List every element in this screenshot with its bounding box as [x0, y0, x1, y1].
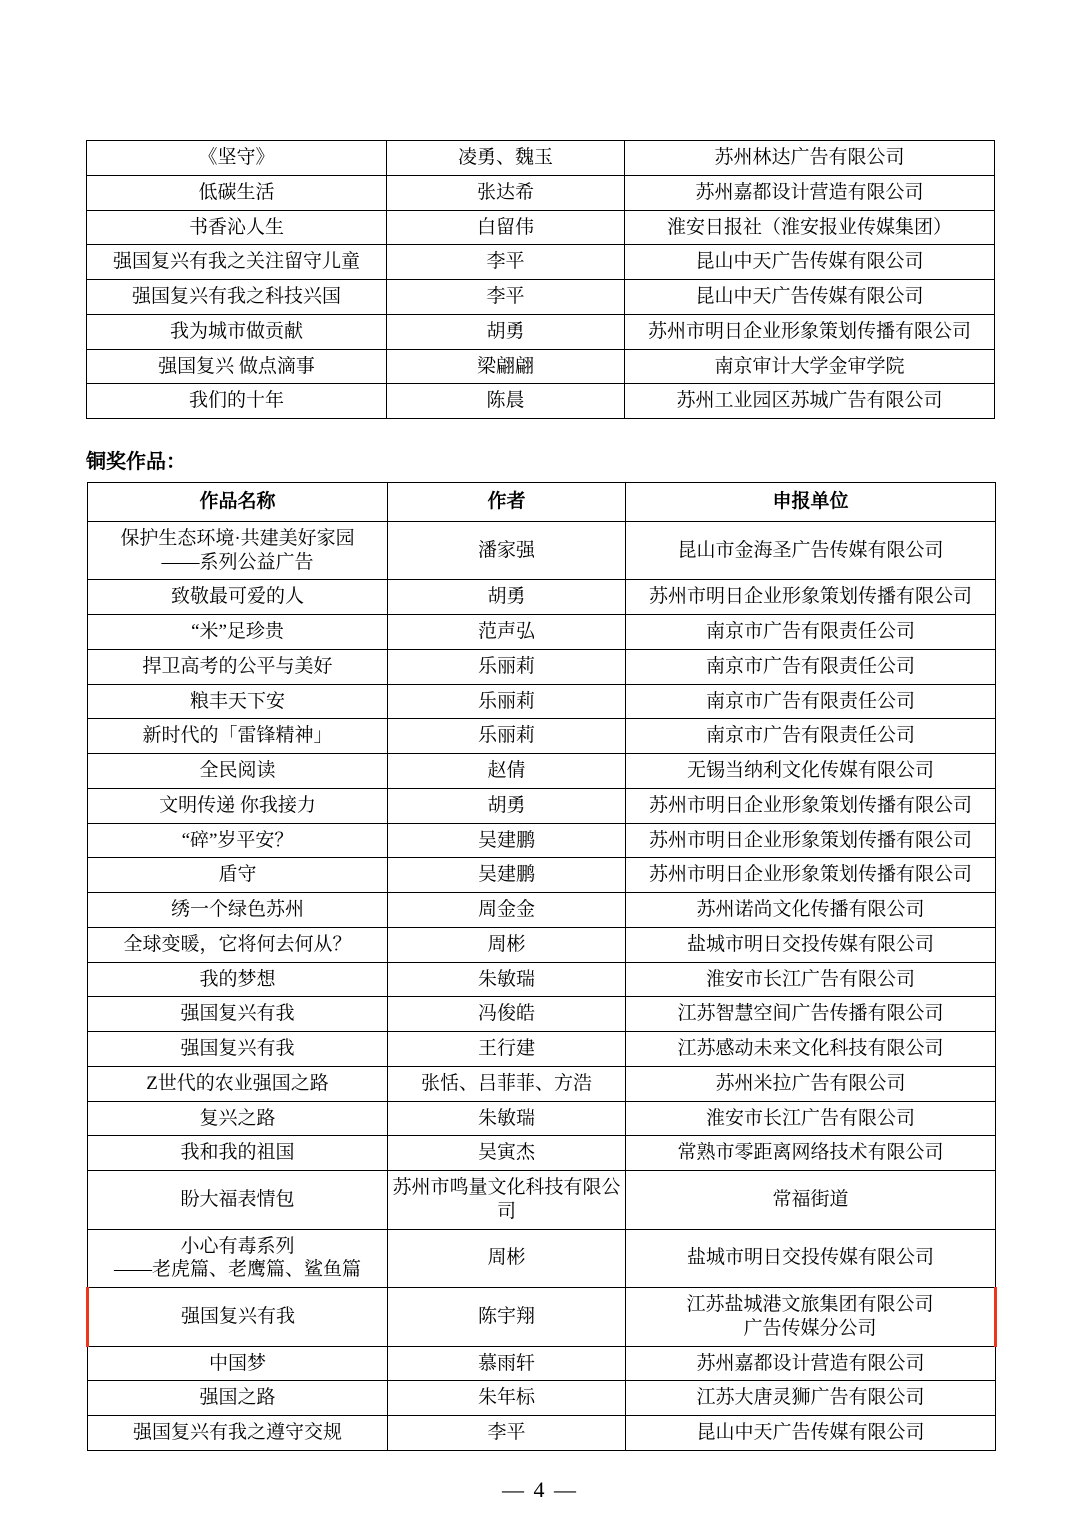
silver-awards-body — [87, 141, 995, 419]
cell-work-name: 强国复兴 做点滴事 — [87, 349, 387, 384]
cell-unit: 常福街道 — [626, 1171, 996, 1230]
cell-author: 冯俊皓 — [388, 997, 626, 1032]
cell-work-name: 致敬最可爱的人 — [88, 580, 388, 615]
cell-work-name: 全民阅读 — [88, 754, 388, 789]
bronze-section-label: 铜奖作品： — [86, 451, 186, 473]
cell-work-name: 我为城市做贡献 — [87, 314, 387, 349]
cell-unit: 苏州市明日企业形象策划传播有限公司 — [625, 314, 995, 349]
cell-author: 朱敏瑞 — [388, 1101, 626, 1136]
table-row — [88, 893, 996, 928]
table-header-row — [88, 483, 996, 522]
cell-unit: 盐城市明日交投传媒有限公司 — [626, 1229, 996, 1288]
table-row — [87, 384, 995, 419]
cell-unit: 无锡当纳利文化传媒有限公司 — [626, 754, 996, 789]
cell-work-name: 强国复兴有我之科技兴国 — [87, 280, 387, 315]
cell-unit: 苏州嘉都设计营造有限公司 — [626, 1346, 996, 1381]
table-row — [88, 997, 996, 1032]
cell-work-name: 我和我的祖国 — [88, 1136, 388, 1171]
cell-work-name: “米”足珍贵 — [88, 615, 388, 650]
table-row — [88, 684, 996, 719]
cell-author: 张恬、吕菲菲、方浩 — [388, 1066, 626, 1101]
cell-unit: 苏州工业园区苏城广告有限公司 — [625, 384, 995, 419]
table-row — [88, 1171, 996, 1230]
cell-unit: 苏州市明日企业形象策划传播有限公司 — [626, 858, 996, 893]
cell-work-name: 我们的十年 — [87, 384, 387, 419]
cell-author: 朱敏瑞 — [388, 962, 626, 997]
cell-author: 赵倩 — [388, 754, 626, 789]
cell-author: 潘家强 — [388, 521, 626, 580]
cell-work-name: 低碳生活 — [87, 175, 387, 210]
cell-author: 范声弘 — [388, 615, 626, 650]
cell-unit: 常熟市零距离网络技术有限公司 — [626, 1136, 996, 1171]
table-row — [88, 1101, 996, 1136]
cell-work-name: Z世代的农业强国之路 — [88, 1066, 388, 1101]
cell-unit: 江苏感动未来文化科技有限公司 — [626, 1032, 996, 1067]
cell-author: 乐丽莉 — [388, 649, 626, 684]
table-row — [88, 1136, 996, 1171]
cell-unit: 淮安市长江广告有限公司 — [626, 962, 996, 997]
cell-author: 胡勇 — [387, 314, 625, 349]
cell-author: 吴寅杰 — [388, 1136, 626, 1171]
bronze-awards-table — [86, 482, 997, 1451]
table-row — [87, 280, 995, 315]
cell-work-name: 绣一个绿色苏州 — [88, 893, 388, 928]
cell-unit: 苏州市明日企业形象策划传播有限公司 — [626, 788, 996, 823]
table-row — [87, 141, 995, 176]
cell-author: 吴建鹏 — [388, 858, 626, 893]
cell-unit: 江苏大唐灵狮广告有限公司 — [626, 1381, 996, 1416]
cell-work-name: 书香沁人生 — [87, 210, 387, 245]
table-row — [88, 962, 996, 997]
cell-unit: 江苏盐城港文旅集团有限公司 广告传媒分公司 — [626, 1288, 996, 1347]
cell-work-name: “碎”岁平安？ — [88, 823, 388, 858]
table-row — [88, 580, 996, 615]
cell-author: 周彬 — [388, 1229, 626, 1288]
cell-author: 陈晨 — [387, 384, 625, 419]
header-unit: 申报单位 — [626, 483, 996, 522]
table-row — [88, 521, 996, 580]
header-author: 作者 — [388, 483, 626, 522]
table-row — [88, 1381, 996, 1416]
bronze-table-head — [88, 483, 996, 522]
table-row — [88, 754, 996, 789]
cell-work-name: 《坚守》 — [87, 141, 387, 176]
cell-work-name: 强国之路 — [88, 1381, 388, 1416]
cell-author: 吴建鹏 — [388, 823, 626, 858]
cell-author: 白留伟 — [387, 210, 625, 245]
table-row — [87, 210, 995, 245]
cell-author: 陈宇翔 — [388, 1288, 626, 1347]
cell-unit: 盐城市明日交投传媒有限公司 — [626, 927, 996, 962]
cell-work-name: 强国复兴有我之关注留守儿童 — [87, 245, 387, 280]
cell-unit: 苏州诺尚文化传播有限公司 — [626, 893, 996, 928]
cell-work-name: 强国复兴有我 — [88, 1288, 388, 1347]
cell-work-name: 复兴之路 — [88, 1101, 388, 1136]
cell-unit: 淮安日报社（淮安报业传媒集团） — [625, 210, 995, 245]
cell-author: 乐丽莉 — [388, 684, 626, 719]
cell-work-name: 强国复兴有我之遵守交规 — [88, 1416, 388, 1451]
cell-unit: 苏州嘉都设计营造有限公司 — [625, 175, 995, 210]
cell-unit: 苏州市明日企业形象策划传播有限公司 — [626, 580, 996, 615]
cell-author: 周彬 — [388, 927, 626, 962]
table-row — [88, 615, 996, 650]
cell-unit: 南京市广告有限责任公司 — [626, 719, 996, 754]
cell-work-name: 中国梦 — [88, 1346, 388, 1381]
table-row — [88, 1346, 996, 1381]
cell-unit: 苏州米拉广告有限公司 — [626, 1066, 996, 1101]
cell-work-name: 粮丰天下安 — [88, 684, 388, 719]
cell-unit: 昆山市金海圣广告传媒有限公司 — [626, 521, 996, 580]
cell-author: 胡勇 — [388, 788, 626, 823]
cell-work-name: 保护生态环境·共建美好家园 ——系列公益广告 — [88, 521, 388, 580]
cell-work-name: 强国复兴有我 — [88, 997, 388, 1032]
table-row — [87, 175, 995, 210]
cell-work-name: 小心有毒系列 ——老虎篇、老鹰篇、鲨鱼篇 — [88, 1229, 388, 1288]
cell-author: 胡勇 — [388, 580, 626, 615]
cell-work-name: 盼大福表情包 — [88, 1171, 388, 1230]
table-row — [88, 1032, 996, 1067]
cell-unit: 苏州林达广告有限公司 — [625, 141, 995, 176]
cell-author: 王行建 — [388, 1032, 626, 1067]
cell-work-name: 全球变暖，它将何去何从？ — [88, 927, 388, 962]
cell-work-name: 新时代的「雷锋精神」 — [88, 719, 388, 754]
cell-author: 李平 — [388, 1416, 626, 1451]
table-row — [88, 927, 996, 962]
cell-work-name: 盾守 — [88, 858, 388, 893]
page-number: — 4 — — [502, 1476, 578, 1502]
cell-unit: 南京市广告有限责任公司 — [626, 615, 996, 650]
cell-unit: 昆山中天广告传媒有限公司 — [626, 1416, 996, 1451]
cell-work-name: 捍卫高考的公平与美好 — [88, 649, 388, 684]
cell-unit: 南京市广告有限责任公司 — [626, 684, 996, 719]
table-row — [88, 1229, 996, 1288]
silver-awards-table — [86, 140, 995, 419]
cell-author: 慕雨轩 — [388, 1346, 626, 1381]
cell-unit: 江苏智慧空间广告传播有限公司 — [626, 997, 996, 1032]
cell-author: 朱年标 — [388, 1381, 626, 1416]
cell-author: 张达希 — [387, 175, 625, 210]
cell-unit: 淮安市长江广告有限公司 — [626, 1101, 996, 1136]
cell-work-name: 我的梦想 — [88, 962, 388, 997]
table-row — [88, 1066, 996, 1101]
cell-unit: 南京审计大学金审学院 — [625, 349, 995, 384]
table-row — [88, 788, 996, 823]
bronze-awards-body — [88, 521, 996, 1450]
cell-author: 乐丽莉 — [388, 719, 626, 754]
cell-author: 李平 — [387, 245, 625, 280]
cell-unit: 昆山中天广告传媒有限公司 — [625, 245, 995, 280]
cell-unit: 昆山中天广告传媒有限公司 — [625, 280, 995, 315]
table-row — [88, 1416, 996, 1451]
cell-author: 李平 — [387, 280, 625, 315]
table-row — [88, 823, 996, 858]
cell-author: 周金金 — [388, 893, 626, 928]
table-row — [87, 349, 995, 384]
table-row — [87, 314, 995, 349]
cell-unit: 苏州市明日企业形象策划传播有限公司 — [626, 823, 996, 858]
table-row — [88, 719, 996, 754]
cell-work-name: 强国复兴有我 — [88, 1032, 388, 1067]
table-row — [88, 649, 996, 684]
table-row — [88, 858, 996, 893]
cell-work-name: 文明传递 你我接力 — [88, 788, 388, 823]
cell-unit: 南京市广告有限责任公司 — [626, 649, 996, 684]
cell-author: 凌勇、魏玉 — [387, 141, 625, 176]
cell-author: 苏州市鸣量文化科技有限公司 — [388, 1171, 626, 1230]
table-row — [87, 245, 995, 280]
cell-author: 梁翩翩 — [387, 349, 625, 384]
header-work-name: 作品名称 — [88, 483, 388, 522]
table-row — [88, 1288, 996, 1347]
